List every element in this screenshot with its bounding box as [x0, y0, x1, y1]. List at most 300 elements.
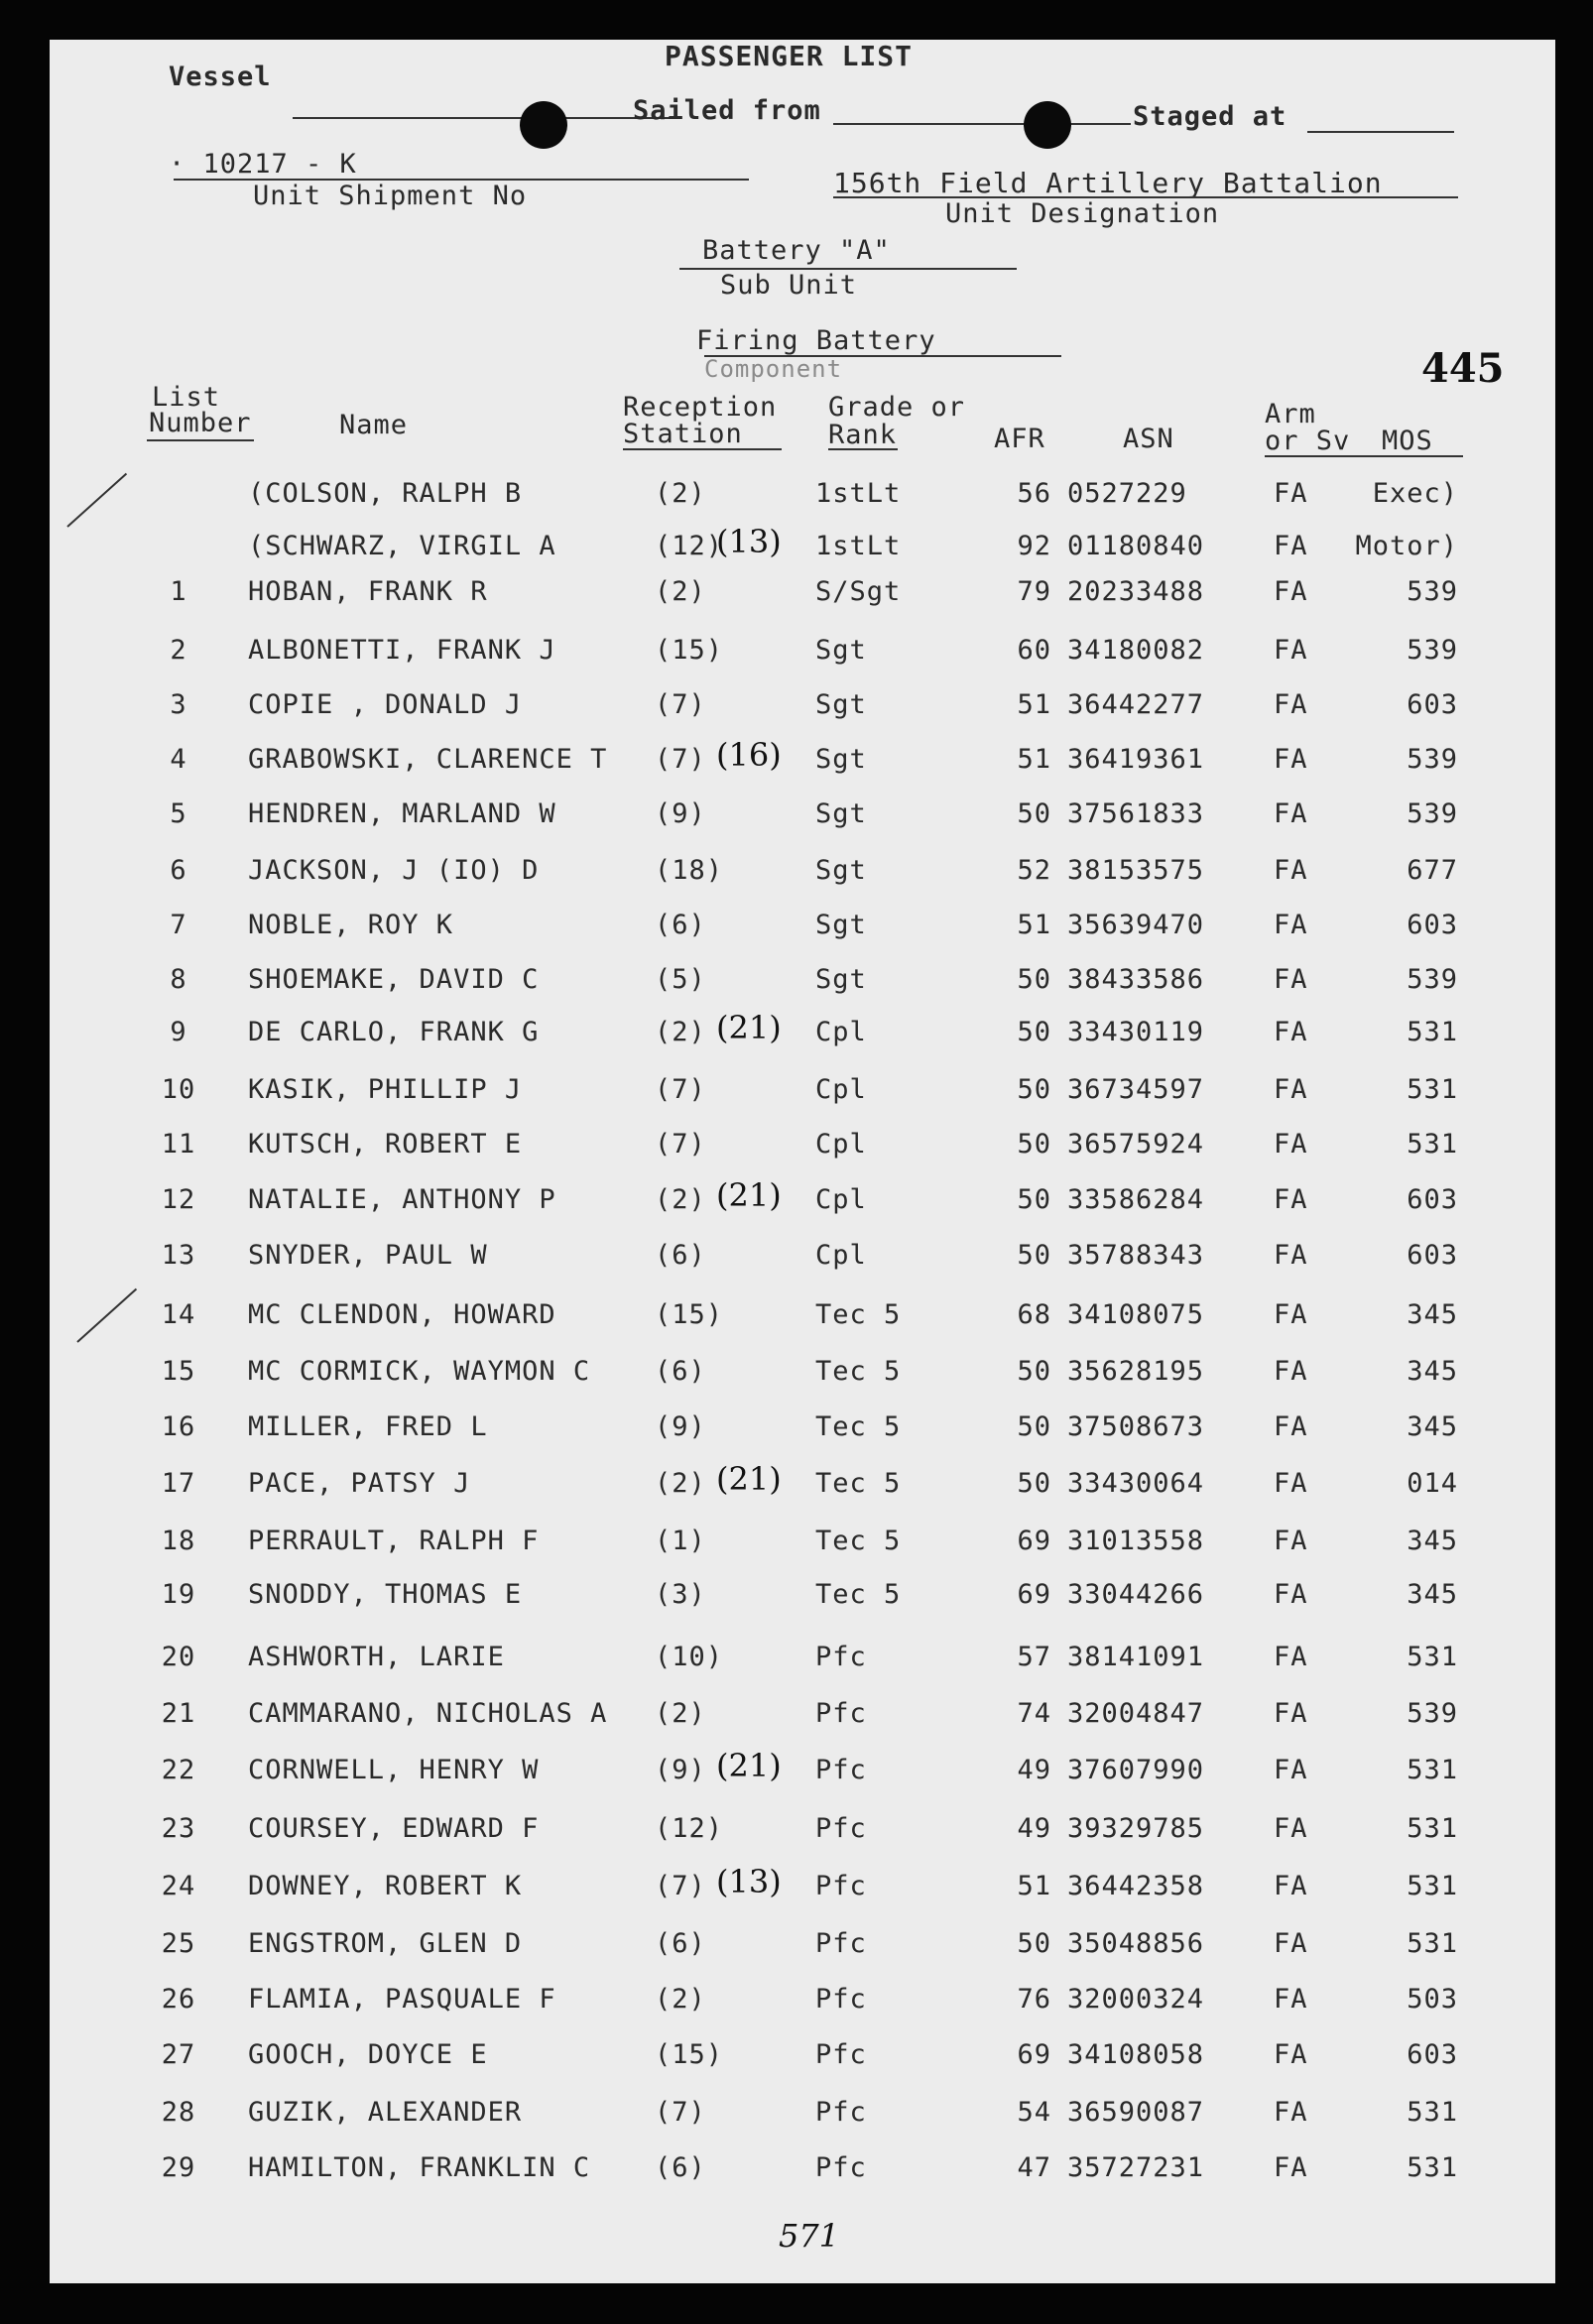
afr-value: 50 — [1017, 1074, 1051, 1105]
mos-code: 345 — [1407, 1299, 1458, 1330]
afr-value: 50 — [1017, 1356, 1051, 1387]
component-label: Component — [704, 355, 843, 383]
reception-station: (2) — [655, 1017, 706, 1047]
afr-value: 51 — [1017, 1871, 1051, 1901]
asn-value: 34108075 — [1067, 1299, 1205, 1330]
list-number: 17 — [161, 1468, 196, 1499]
mos-code: 603 — [1407, 910, 1458, 940]
passenger-name: MC CORMICK, WAYMON C — [248, 1356, 591, 1387]
asn-value: 36419361 — [1067, 744, 1205, 775]
list-number: 14 — [161, 1299, 196, 1330]
list-number: 25 — [161, 1928, 196, 1959]
sub-unit-label: Sub Unit — [720, 270, 858, 301]
list-number: 29 — [161, 2152, 196, 2183]
grade-rank: Sgt — [815, 635, 867, 666]
mos-code: 531 — [1407, 1017, 1458, 1047]
arm-service: FA — [1274, 1871, 1308, 1901]
grade-rank: Pfc — [815, 2097, 867, 2128]
reception-station: (2) — [655, 1984, 706, 2015]
arm-service: FA — [1274, 1411, 1308, 1442]
arm-service: FA — [1274, 478, 1308, 509]
mos-code: 531 — [1407, 1074, 1458, 1105]
asn-value: 39329785 — [1067, 1813, 1205, 1844]
grade-rank: Pfc — [815, 1984, 867, 2015]
reception-station: (6) — [655, 1240, 706, 1271]
table-row — [50, 2152, 1555, 2192]
afr-value: 51 — [1017, 744, 1051, 775]
afr-value: 49 — [1017, 1755, 1051, 1785]
arm-service: FA — [1274, 1299, 1308, 1330]
table-row — [50, 2039, 1555, 2079]
mos-code: 539 — [1407, 635, 1458, 666]
reception-station: (6) — [655, 910, 706, 940]
passenger-name: NOBLE, ROY K — [248, 910, 454, 940]
col-rank-label: Rank — [828, 420, 898, 450]
passenger-name: HOBAN, FRANK R — [248, 576, 488, 607]
component-value: Firing Battery — [696, 325, 936, 356]
grade-rank: Cpl — [815, 1240, 867, 1271]
asn-value: 35727231 — [1067, 2152, 1205, 2183]
table-row — [50, 744, 1555, 784]
table-row — [50, 1526, 1555, 1565]
asn-value: 20233488 — [1067, 576, 1205, 607]
handwritten-correction: (21) — [716, 1009, 782, 1046]
afr-value: 47 — [1017, 2152, 1051, 2183]
table-row — [50, 1074, 1555, 1114]
table-row — [50, 1984, 1555, 2023]
passenger-name: MILLER, FRED L — [248, 1411, 488, 1442]
list-number: 21 — [161, 1698, 196, 1729]
arm-service: FA — [1274, 1642, 1308, 1672]
grade-rank: 1stLt — [815, 478, 902, 509]
arm-service: FA — [1274, 1129, 1308, 1160]
list-number: 4 — [170, 744, 187, 775]
afr-value: 56 — [1017, 478, 1051, 509]
passenger-name: KUTSCH, ROBERT E — [248, 1129, 523, 1160]
col-mos-label: MOS — [1382, 426, 1433, 456]
grade-rank: Cpl — [815, 1129, 867, 1160]
arm-service: FA — [1274, 2152, 1308, 2183]
passenger-name: DE CARLO, FRANK G — [248, 1017, 540, 1047]
passenger-name: SHOEMAKE, DAVID C — [248, 964, 540, 995]
arm-service: FA — [1274, 1468, 1308, 1499]
afr-value: 68 — [1017, 1299, 1051, 1330]
unit-shipment-no-label: Unit Shipment No — [253, 181, 528, 211]
asn-value: 37561833 — [1067, 798, 1205, 829]
asn-value: 36590087 — [1067, 2097, 1205, 2128]
table-row — [50, 478, 1555, 518]
reception-station: (9) — [655, 798, 706, 829]
handwritten-page-number: 445 — [1421, 345, 1505, 392]
arm-service: FA — [1274, 964, 1308, 995]
table-row — [50, 635, 1555, 674]
list-number: 9 — [170, 1017, 187, 1047]
unit-designation-label: Unit Designation — [945, 198, 1220, 229]
arm-service: FA — [1274, 855, 1308, 886]
arm-service: FA — [1274, 2097, 1308, 2128]
mos-code: 503 — [1407, 1984, 1458, 2015]
passenger-name: COPIE , DONALD J — [248, 689, 523, 720]
redaction-blot — [520, 101, 567, 149]
asn-value: 36734597 — [1067, 1074, 1205, 1105]
col-arm-label: Arm — [1265, 399, 1316, 429]
passenger-name: PACE, PATSY J — [248, 1468, 471, 1499]
grade-rank: Sgt — [815, 798, 867, 829]
reception-station: (18) — [655, 855, 724, 886]
asn-value: 38153575 — [1067, 855, 1205, 886]
mos-code: 539 — [1407, 576, 1458, 607]
list-number: 2 — [170, 635, 187, 666]
arm-service: FA — [1274, 1698, 1308, 1729]
asn-value: 38433586 — [1067, 964, 1205, 995]
reception-station: (6) — [655, 1356, 706, 1387]
arm-service: FA — [1274, 576, 1308, 607]
asn-value: 37508673 — [1067, 1411, 1205, 1442]
passenger-name: ASHWORTH, LARIE — [248, 1642, 505, 1672]
list-number: 24 — [161, 1871, 196, 1901]
asn-value: 01180840 — [1067, 531, 1205, 561]
asn-value: 36575924 — [1067, 1129, 1205, 1160]
table-row — [50, 2097, 1555, 2137]
reception-station: (7) — [655, 2097, 706, 2128]
asn-value: 32000324 — [1067, 1984, 1205, 2015]
table-row — [50, 910, 1555, 949]
list-number: 6 — [170, 855, 187, 886]
passenger-name: GUZIK, ALEXANDER — [248, 2097, 523, 2128]
afr-value: 69 — [1017, 1579, 1051, 1610]
table-row — [50, 1928, 1555, 1968]
list-number: 8 — [170, 964, 187, 995]
grade-rank: Pfc — [815, 1813, 867, 1844]
grade-rank: Tec 5 — [815, 1579, 902, 1610]
grade-rank: Sgt — [815, 964, 867, 995]
list-number: 12 — [161, 1184, 196, 1215]
afr-value: 50 — [1017, 798, 1051, 829]
reception-station: (2) — [655, 576, 706, 607]
list-number: 11 — [161, 1129, 196, 1160]
unit-shipment-no-value: · 10217 - K — [169, 149, 357, 180]
mos-code: 531 — [1407, 1642, 1458, 1672]
list-number: 5 — [170, 798, 187, 829]
arm-service: FA — [1274, 1984, 1308, 2015]
table-row — [50, 1129, 1555, 1168]
table-row — [50, 1411, 1555, 1451]
vessel-line — [293, 117, 679, 119]
mos-code: 014 — [1407, 1468, 1458, 1499]
arm-service: FA — [1274, 744, 1308, 775]
asn-value: 33586284 — [1067, 1184, 1205, 1215]
table-row — [50, 855, 1555, 895]
arm-service: FA — [1274, 1755, 1308, 1785]
passenger-name: HENDREN, MARLAND W — [248, 798, 556, 829]
afr-value: 49 — [1017, 1813, 1051, 1844]
passenger-name: SNYDER, PAUL W — [248, 1240, 488, 1271]
mos-code: 345 — [1407, 1411, 1458, 1442]
sub-unit-value: Battery "A" — [702, 235, 891, 266]
reception-station: (9) — [655, 1411, 706, 1442]
mos-code: 531 — [1407, 1129, 1458, 1160]
reception-station: (7) — [655, 689, 706, 720]
mos-code: 603 — [1407, 689, 1458, 720]
mos-code: 539 — [1407, 744, 1458, 775]
table-row — [50, 576, 1555, 616]
arm-service: FA — [1274, 635, 1308, 666]
afr-value: 74 — [1017, 1698, 1051, 1729]
asn-value: 35628195 — [1067, 1356, 1205, 1387]
page-title: PASSENGER LIST — [665, 40, 914, 72]
arm-service: FA — [1274, 531, 1308, 561]
afr-value: 50 — [1017, 1468, 1051, 1499]
afr-value: 50 — [1017, 964, 1051, 995]
list-number: 15 — [161, 1356, 196, 1387]
asn-value: 36442277 — [1067, 689, 1205, 720]
passenger-name: CORNWELL, HENRY W — [248, 1755, 540, 1785]
reception-station: (15) — [655, 1299, 724, 1330]
asn-value: 34180082 — [1067, 635, 1205, 666]
table-row — [50, 1755, 1555, 1794]
afr-value: 51 — [1017, 689, 1051, 720]
handwritten-footer-number: 571 — [779, 2217, 840, 2255]
reception-station: (7) — [655, 1129, 706, 1160]
mos-code: 345 — [1407, 1356, 1458, 1387]
passenger-name: JACKSON, J (IO) D — [248, 855, 540, 886]
mos-code: 531 — [1407, 1871, 1458, 1901]
list-number: 20 — [161, 1642, 196, 1672]
table-row — [50, 1017, 1555, 1056]
afr-value: 69 — [1017, 2039, 1051, 2070]
reception-station: (9) — [655, 1755, 706, 1785]
grade-rank: S/Sgt — [815, 576, 902, 607]
afr-value: 50 — [1017, 1129, 1051, 1160]
afr-value: 57 — [1017, 1642, 1051, 1672]
arm-service: FA — [1274, 1813, 1308, 1844]
grade-rank: Tec 5 — [815, 1526, 902, 1556]
sailed-from-line — [833, 123, 1131, 125]
passenger-name: MC CLENDON, HOWARD — [248, 1299, 556, 1330]
list-number: 28 — [161, 2097, 196, 2128]
vessel-label: Vessel — [169, 61, 272, 92]
afr-value: 60 — [1017, 635, 1051, 666]
passenger-name: NATALIE, ANTHONY P — [248, 1184, 556, 1215]
arm-service: FA — [1274, 1240, 1308, 1271]
asn-value: 33430064 — [1067, 1468, 1205, 1499]
grade-rank: Tec 5 — [815, 1411, 902, 1442]
list-number: 27 — [161, 2039, 196, 2070]
reception-station: (10) — [655, 1642, 724, 1672]
mos-code: 531 — [1407, 2097, 1458, 2128]
passenger-name: FLAMIA, PASQUALE F — [248, 1984, 556, 2015]
handwritten-correction: (21) — [716, 1747, 782, 1784]
reception-station: (2) — [655, 1184, 706, 1215]
reception-station: (7) — [655, 1074, 706, 1105]
reception-station: (5) — [655, 964, 706, 995]
mos-code: 677 — [1407, 855, 1458, 886]
asn-value: 36442358 — [1067, 1871, 1205, 1901]
col-afr-label: AFR — [994, 424, 1045, 454]
reception-station: (6) — [655, 2152, 706, 2183]
asn-value: 33430119 — [1067, 1017, 1205, 1047]
table-row — [50, 1813, 1555, 1853]
reception-station: (12) — [655, 531, 724, 561]
afr-value: 76 — [1017, 1984, 1051, 2015]
reception-station: (3) — [655, 1579, 706, 1610]
arm-service: FA — [1274, 1526, 1308, 1556]
list-number: 1 — [170, 576, 187, 607]
mos-code: 603 — [1407, 2039, 1458, 2070]
table-row — [50, 964, 1555, 1004]
passenger-name: ALBONETTI, FRANK J — [248, 635, 556, 666]
arm-service: FA — [1274, 1356, 1308, 1387]
unit-designation-value: 156th Field Artillery Battalion — [833, 167, 1383, 199]
reception-station: (1) — [655, 1526, 706, 1556]
grade-rank: Pfc — [815, 1928, 867, 1959]
list-number: 10 — [161, 1074, 196, 1105]
table-row — [50, 1468, 1555, 1508]
passenger-name: ENGSTROM, GLEN D — [248, 1928, 523, 1959]
table-row — [50, 1299, 1555, 1339]
grade-rank: Sgt — [815, 855, 867, 886]
col-arm-underline — [1265, 455, 1463, 457]
handwritten-correction: (13) — [716, 523, 782, 560]
grade-rank: Sgt — [815, 910, 867, 940]
list-number: 16 — [161, 1411, 196, 1442]
col-station-underline — [623, 448, 782, 450]
arm-service: FA — [1274, 798, 1308, 829]
staged-at-line — [1307, 131, 1454, 133]
reception-station: (2) — [655, 1468, 706, 1499]
grade-rank: Tec 5 — [815, 1299, 902, 1330]
grade-rank: Pfc — [815, 2152, 867, 2183]
list-number: 3 — [170, 689, 187, 720]
arm-service: FA — [1274, 1928, 1308, 1959]
col-reception-label: Reception — [623, 392, 778, 423]
table-row — [50, 1871, 1555, 1910]
arm-service: FA — [1274, 1184, 1308, 1215]
grade-rank: Cpl — [815, 1017, 867, 1047]
table-row — [50, 1184, 1555, 1224]
staged-at-label: Staged at — [1133, 101, 1287, 132]
asn-value: 32004847 — [1067, 1698, 1205, 1729]
reception-station: (2) — [655, 1698, 706, 1729]
list-number: 13 — [161, 1240, 196, 1271]
table-row — [50, 689, 1555, 729]
mos-code: 531 — [1407, 1755, 1458, 1785]
grade-rank: Pfc — [815, 2039, 867, 2070]
mos-code: 539 — [1407, 798, 1458, 829]
asn-value: 35048856 — [1067, 1928, 1205, 1959]
afr-value: 50 — [1017, 1411, 1051, 1442]
table-row — [50, 798, 1555, 838]
afr-value: 51 — [1017, 910, 1051, 940]
col-rank-underline — [828, 448, 898, 450]
afr-value: 79 — [1017, 576, 1051, 607]
afr-value: 69 — [1017, 1526, 1051, 1556]
table-row — [50, 531, 1555, 570]
asn-value: 35639470 — [1067, 910, 1205, 940]
grade-rank: Sgt — [815, 689, 867, 720]
grade-rank: 1stLt — [815, 531, 902, 561]
passenger-name: GOOCH, DOYCE E — [248, 2039, 488, 2070]
passenger-name: SNODDY, THOMAS E — [248, 1579, 523, 1610]
grade-rank: Pfc — [815, 1698, 867, 1729]
grade-rank: Pfc — [815, 1871, 867, 1901]
reception-station: (15) — [655, 635, 724, 666]
grade-rank: Pfc — [815, 1755, 867, 1785]
list-number: 22 — [161, 1755, 196, 1785]
list-number: 19 — [161, 1579, 196, 1610]
afr-value: 50 — [1017, 1928, 1051, 1959]
arm-service: FA — [1274, 2039, 1308, 2070]
mos-code: 531 — [1407, 1813, 1458, 1844]
mos-code: 603 — [1407, 1184, 1458, 1215]
passenger-name: COURSEY, EDWARD F — [248, 1813, 540, 1844]
passenger-name: HAMILTON, FRANKLIN C — [248, 2152, 591, 2183]
afr-value: 52 — [1017, 855, 1051, 886]
mos-code: Motor) — [1355, 531, 1458, 561]
mos-code: 539 — [1407, 1698, 1458, 1729]
passenger-name: PERRAULT, RALPH F — [248, 1526, 540, 1556]
sailed-from-label: Sailed from — [633, 95, 821, 126]
reception-station: (7) — [655, 1871, 706, 1901]
col-name-label: Name — [339, 410, 409, 440]
asn-value: 37607990 — [1067, 1755, 1205, 1785]
col-number-underline — [147, 439, 254, 441]
mos-code: Exec) — [1372, 478, 1458, 509]
list-number: 18 — [161, 1526, 196, 1556]
asn-value: 33044266 — [1067, 1579, 1205, 1610]
afr-value: 92 — [1017, 531, 1051, 561]
mos-code: 531 — [1407, 1928, 1458, 1959]
grade-rank: Cpl — [815, 1074, 867, 1105]
asn-value: 34108058 — [1067, 2039, 1205, 2070]
col-grade-label: Grade or — [828, 392, 966, 423]
mos-code: 345 — [1407, 1526, 1458, 1556]
mos-code: 603 — [1407, 1240, 1458, 1271]
mos-code: 531 — [1407, 2152, 1458, 2183]
arm-service: FA — [1274, 689, 1308, 720]
arm-service: FA — [1274, 910, 1308, 940]
handwritten-correction: (21) — [716, 1460, 782, 1498]
handwritten-correction: (13) — [716, 1863, 782, 1900]
col-asn-label: ASN — [1123, 424, 1174, 454]
reception-station: (12) — [655, 1813, 724, 1844]
grade-rank: Sgt — [815, 744, 867, 775]
grade-rank: Tec 5 — [815, 1356, 902, 1387]
passenger-name: (COLSON, RALPH B — [248, 478, 523, 509]
passenger-name: GRABOWSKI, CLARENCE T — [248, 744, 608, 775]
afr-value: 54 — [1017, 2097, 1051, 2128]
list-number: 7 — [170, 910, 187, 940]
grade-rank: Pfc — [815, 1642, 867, 1672]
redaction-blot — [1024, 101, 1071, 149]
table-row — [50, 1642, 1555, 1681]
mos-code: 539 — [1407, 964, 1458, 995]
afr-value: 50 — [1017, 1240, 1051, 1271]
table-row — [50, 1240, 1555, 1280]
col-station-label: Station — [623, 419, 743, 449]
col-orsv-label: or Sv — [1265, 426, 1351, 456]
afr-value: 50 — [1017, 1017, 1051, 1047]
table-row — [50, 1579, 1555, 1619]
handwritten-correction: (21) — [716, 1176, 782, 1214]
document-page — [50, 40, 1555, 2283]
col-number-label: Number — [149, 408, 252, 438]
table-row — [50, 1698, 1555, 1738]
asn-value: 35788343 — [1067, 1240, 1205, 1271]
handwritten-correction: (16) — [716, 736, 782, 774]
passenger-name: KASIK, PHILLIP J — [248, 1074, 523, 1105]
reception-station: (6) — [655, 1928, 706, 1959]
